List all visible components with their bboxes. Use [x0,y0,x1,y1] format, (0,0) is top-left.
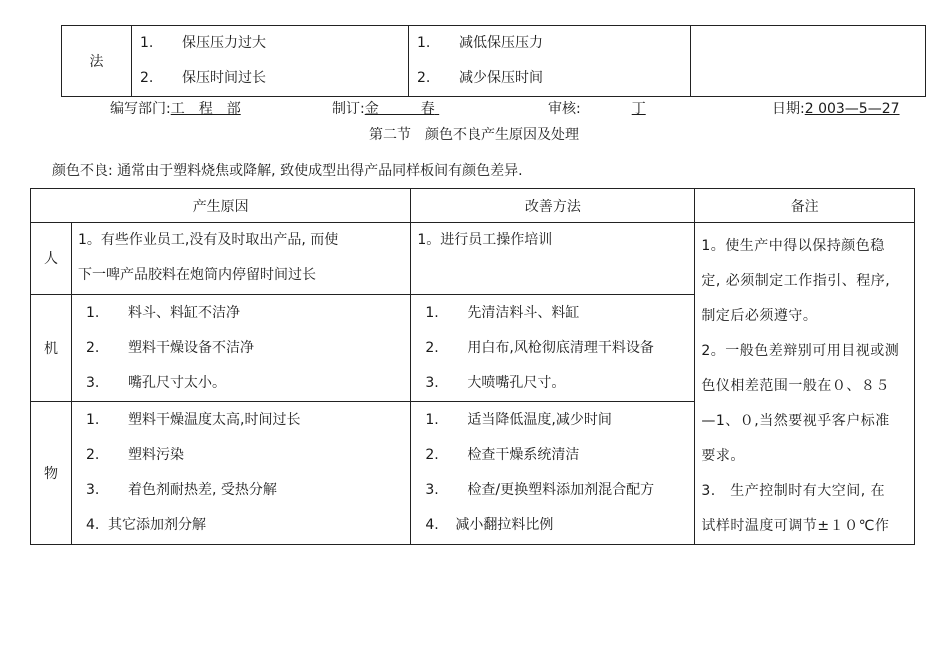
item-number: 2. [86,339,100,356]
cause-line: 1。有些作业员工,没有及时取出产品, 而使 [78,232,339,249]
main-table [30,188,915,545]
item-number: 2. [417,70,431,86]
item-text: 塑料污染 [128,447,184,464]
method-line [411,403,694,438]
section-title: 第二节 颜色不良产生原因及处理 [369,127,579,143]
item-number: 1. [86,304,100,321]
item-number: 1. [425,412,439,429]
author-label: 制订: [332,101,365,117]
person-causes-cell [72,223,411,295]
item-text: 塑料干燥设备不洁净 [128,339,254,356]
cause-line [72,508,410,543]
cause-line [72,473,410,508]
department-field [110,98,241,118]
remark-line: 3. 生产控制时有大空间, 在 [701,483,886,499]
author-field [332,98,439,118]
header-method: 改善方法 [411,189,695,223]
item-text: 检查干燥系统清洁 [467,447,580,464]
remark-line: 2。一般色差辩别可用目视或测 [701,343,900,359]
item-number: 2. [140,70,154,86]
item-number: 2. [425,447,439,464]
item-text: 料斗、料缸不洁净 [128,304,240,321]
method-line: 1。进行员工操作培训 [417,232,553,248]
cause-line [132,61,408,96]
item-text: 着色剂耐热差, 受热分解 [128,482,277,499]
solution-line [409,26,690,61]
top-table [61,25,926,97]
remark-line: —1、０,当然要视乎客户标准 [701,413,890,429]
method-line [411,366,694,401]
item-text: 其它添加剂分解 [108,517,206,534]
empty-remark-cell [691,26,926,97]
item-text: 检查/更换塑料添加剂混合配方 [467,482,655,499]
item-number: 3. [425,482,439,499]
item-text: 嘴孔尺寸太小。 [128,374,226,391]
item-number: 3. [86,482,100,499]
cause-line [132,26,408,61]
reviewer-value: 丁 [631,101,646,117]
item-number: 3. [425,374,439,391]
item-text: 大喷嘴孔尺寸。 [467,374,566,391]
item-number: 1. [425,304,439,321]
item-text: 用白布,风枪彻底清理干料设备 [467,339,654,356]
cause-line: 下一啤产品胶料在炮筒内停留时间过长 [78,267,316,284]
method-line [411,473,694,508]
category-label-machine: 机 [31,294,72,401]
item-text: 塑料干燥温度太高,时间过长 [128,412,301,429]
category-label-person: 人 [31,223,72,295]
item-number: 3. [86,374,100,391]
remark-line: 1。使生产中得以保持颜色稳 [701,238,885,254]
machine-causes-cell [72,294,411,401]
item-text: 适当降低温度,减少时间 [467,412,612,429]
remarks-text [695,223,914,544]
remark-line: 试样时温度可调节±１０℃作 [701,518,890,534]
item-number: 4. [425,517,439,534]
remark-line: 要求。 [701,448,745,464]
cause-line [72,366,410,401]
intro-text: 颜色不良: 通常由于塑料烧焦或降解, 致使成型出得产品同样板间有颜色差异. [52,163,523,179]
method-line [411,508,694,543]
item-text: 先清洁料斗、料缸 [467,304,580,321]
remark-line: 定, 必须制定工作指引、程序, [701,273,891,289]
date-field [772,98,900,118]
item-text: 减低保压压力 [459,35,543,51]
method-line [411,296,694,331]
author-value: 金 春 [364,101,435,117]
cause-line [72,403,410,438]
date-value: 2 003—5—27 [804,101,900,117]
category-label-method: 法 [62,26,132,97]
item-text: 减少保压时间 [459,70,543,86]
reviewer-label: 审核: [548,101,581,117]
cause-line [72,438,410,473]
item-number: 1. [86,412,100,429]
item-number: 1. [417,35,431,51]
causes-cell [132,26,409,97]
item-text: 保压时间过长 [182,70,266,86]
item-text: 保压压力过大 [182,35,266,51]
item-number: 4. [86,517,100,534]
department-value: 工 程 部 [170,101,241,117]
reviewer-field [548,98,697,118]
cause-line [72,331,410,366]
header-remark: 备注 [695,189,915,223]
cause-line [72,296,410,331]
method-line [411,438,694,473]
person-methods-cell [411,223,695,295]
remark-line: 制定后必须遵守。 [701,308,818,324]
item-number: 2. [86,447,100,464]
item-text: 减小翻拉料比例 [455,517,554,534]
material-causes-cell [72,402,411,545]
remarks-cell [695,223,915,545]
solution-line [409,61,690,96]
date-label: 日期: [772,101,805,117]
item-number: 1. [140,35,154,51]
remark-line: 色仪相差范围一般在０、８５ [701,378,890,394]
department-label: 编写部门: [110,101,171,117]
machine-methods-cell [411,294,695,401]
header-cause: 产生原因 [31,189,411,223]
item-number: 2. [425,339,439,356]
category-label-material: 物 [31,402,72,545]
material-methods-cell [411,402,695,545]
solutions-cell [409,26,691,97]
method-line [411,331,694,366]
